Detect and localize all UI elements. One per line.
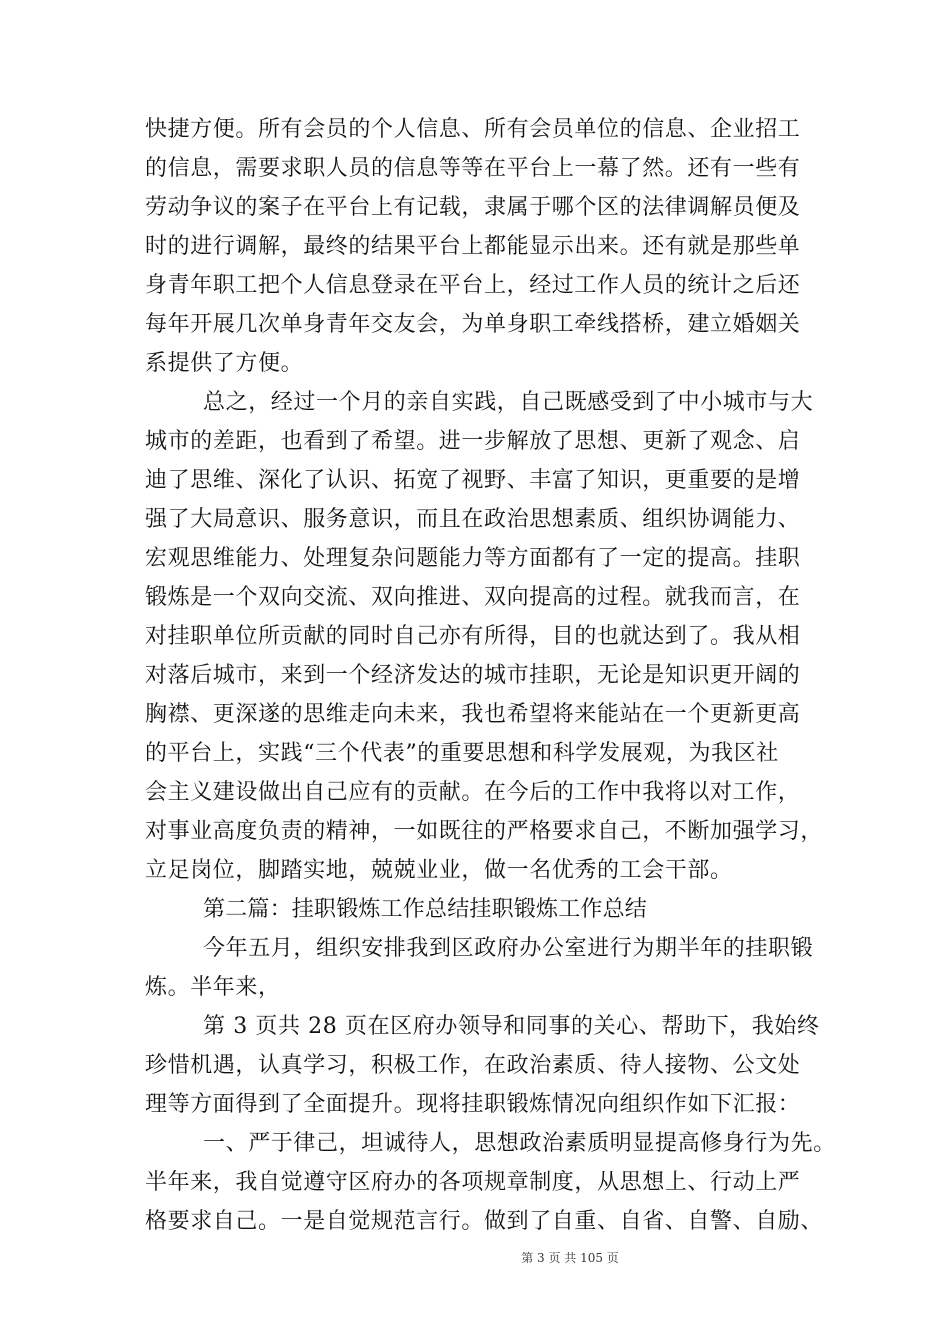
text-line: 对挂职单位所贡献的同时自己亦有所得，目的也就达到了。我从相 — [145, 624, 801, 649]
text-line: 城市的差距，也看到了希望。进一步解放了思想、更新了观念、启 — [145, 429, 801, 454]
text-line: 一、严于律己，坦诚待人，思想政治素质明显提高修身行为先。 — [203, 1131, 836, 1156]
text-line: 时的进行调解，最终的结果平台上都能显示出来。还有就是那些单 — [145, 234, 801, 259]
text-line: 会主义建设做出自己应有的贡献。在今后的工作中我将以对工作， — [145, 780, 801, 805]
text-line: 的平台上，实践“三个代表”的重要思想和科学发展观，为我区社 — [145, 741, 779, 766]
text-line: 今年五月，组织安排我到区政府办公室进行为期半年的挂职锻 — [203, 936, 814, 961]
text-line: 半年来，我自觉遵守区府办的各项规章制度，从思想上、行动上严 — [145, 1170, 801, 1195]
paragraph-2 — [145, 383, 825, 890]
document-body — [145, 110, 836, 1241]
text-line: 胸襟、更深遂的思维走向未来，我也希望将来能站在一个更新更高 — [145, 702, 801, 727]
text-line: 强了大局意识、服务意识，而且在政治思想素质、组织协调能力、 — [145, 507, 801, 532]
paragraph-4 — [145, 1007, 825, 1124]
text-line: 每年开展几次单身青年交友会，为单身职工牵线搭桥，建立婚姻关 — [145, 312, 801, 337]
text-line: 总之，经过一个月的亲自实践，自己既感受到了中小城市与大 — [203, 390, 814, 415]
text-line: 劳动争议的案子在平台上有记载，隶属于哪个区的法律调解员便及 — [145, 195, 801, 220]
text-line: 炼。半年来， — [145, 975, 281, 1000]
text-line: 第 3 页共 28 页在区府办领导和同事的关心、帮助下，我始终 — [203, 1014, 820, 1039]
text-line: 理等方面得到了全面提升。现将挂职锻炼情况向组织作如下汇报： — [145, 1092, 801, 1117]
page-number-footer: 第 3 页 共 105 页 — [521, 1251, 619, 1265]
text-line: 迪了思维、深化了认识、拓宽了视野、丰富了知识，更重要的是增 — [145, 468, 801, 493]
text-line: 快捷方便。所有会员的个人信息、所有会员单位的信息、企业招工 — [145, 117, 801, 142]
text-line: 格要求自己。一是自觉规范言行。做到了自重、自省、自警、自励、 — [145, 1209, 824, 1234]
text-line: 锻炼是一个双向交流、双向推进、双向提高的过程。就我而言，在 — [145, 585, 801, 610]
text-line: 对落后城市，来到一个经济发达的城市挂职，无论是知识更开阔的 — [145, 663, 801, 688]
text-line: 身青年职工把个人信息登录在平台上，经过工作人员的统计之后还 — [145, 273, 801, 298]
text-line: 的信息，需要求职人员的信息等等在平台上一幕了然。还有一些有 — [145, 156, 801, 181]
text-line: 宏观思维能力、处理复杂问题能力等方面都有了一定的提高。挂职 — [145, 546, 801, 571]
text-line: 对事业高度负责的精神，一如既往的严格要求自己，不断加强学习， — [145, 819, 824, 844]
text-line: 立足岗位，脚踏实地，兢兢业业，做一名优秀的工会干部。 — [145, 858, 733, 883]
text-line: 系提供了方便。 — [145, 351, 304, 376]
paragraph-1 — [145, 110, 825, 383]
text-line: 珍惜机遇，认真学习，积极工作，在政治素质、待人接物、公文处 — [145, 1053, 801, 1078]
section-heading: 第二篇：挂职锻炼工作总结挂职锻炼工作总结 — [203, 897, 648, 922]
paragraph-3 — [145, 929, 825, 1007]
paragraph-5 — [145, 1124, 836, 1241]
